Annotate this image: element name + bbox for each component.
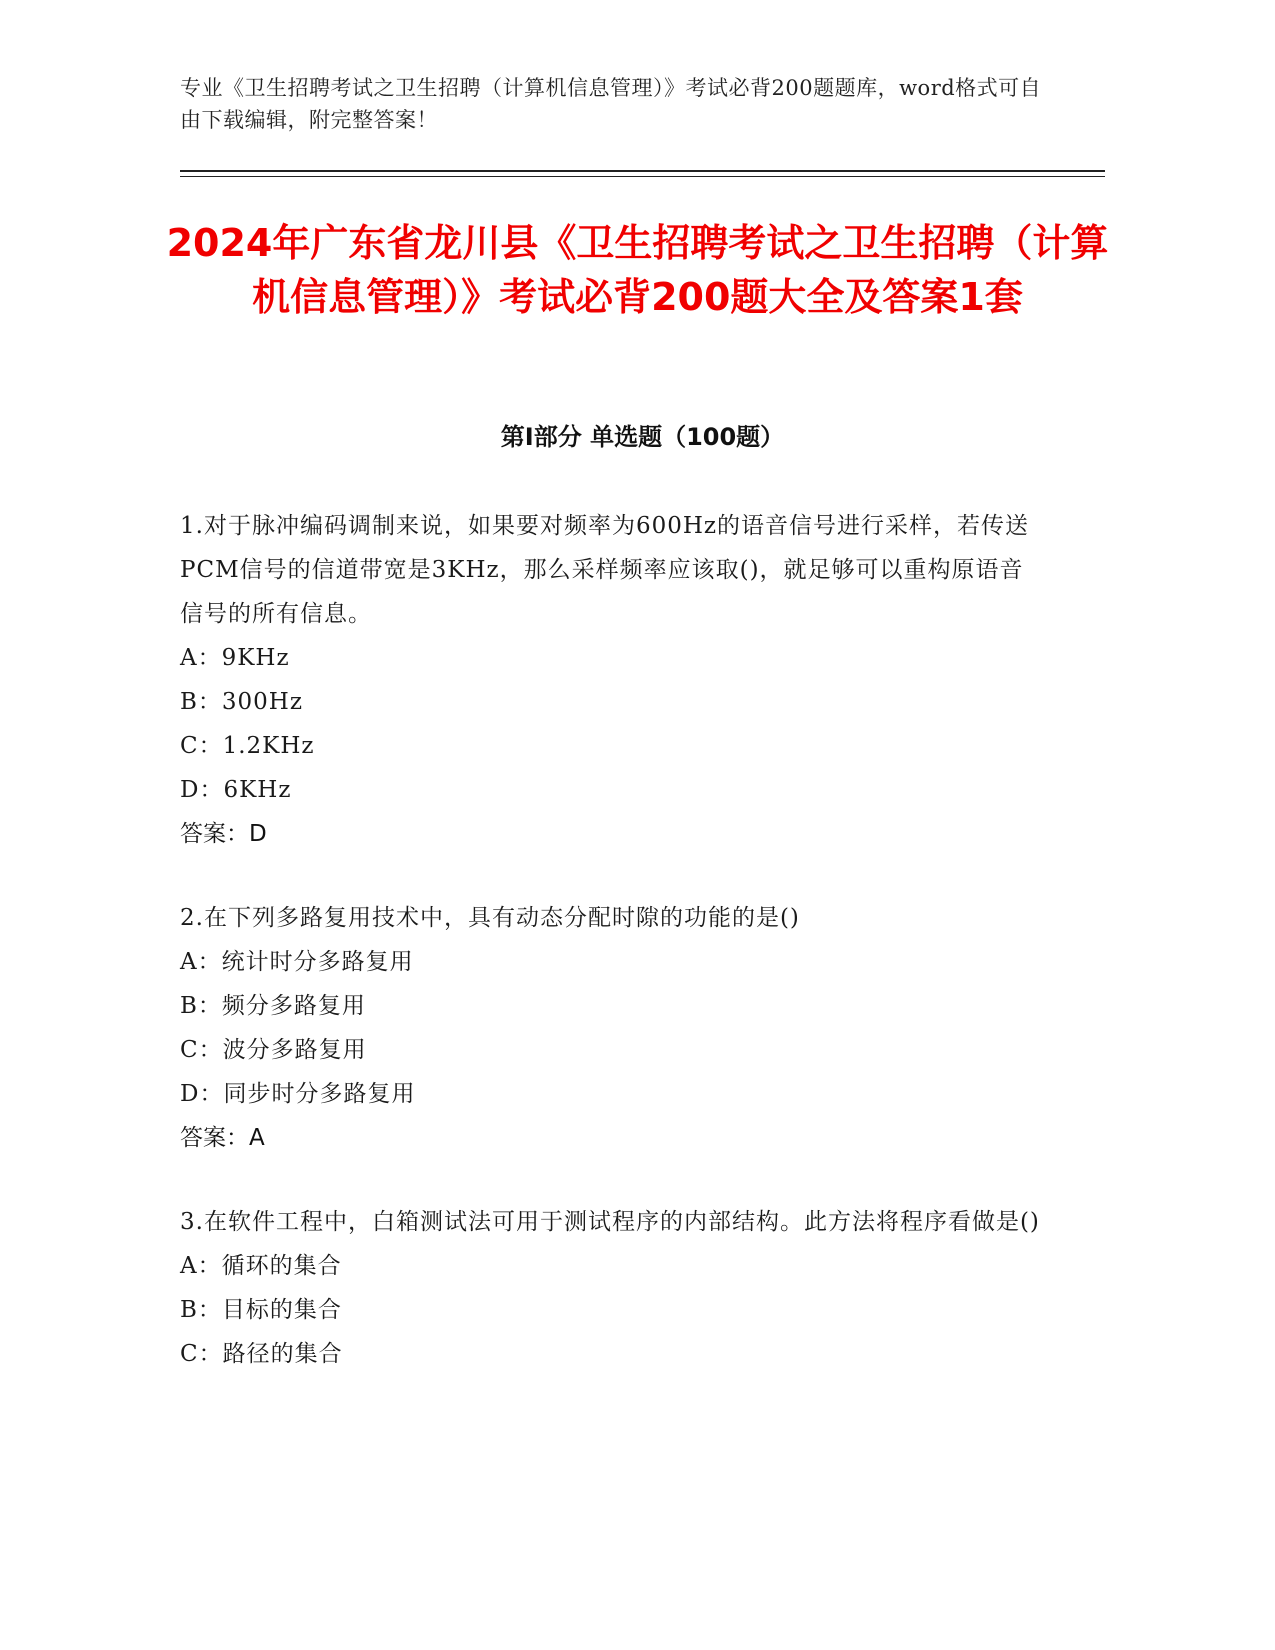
option-a: A：循环的集合 bbox=[180, 1253, 342, 1279]
question-stem: 2.在下列多路复用技术中，具有动态分配时隙的功能的是() bbox=[180, 905, 800, 931]
question-list bbox=[180, 504, 1040, 1416]
option-c: C：路径的集合 bbox=[180, 1341, 343, 1367]
header-rule-thick bbox=[180, 170, 1105, 172]
option-a: A：9KHz bbox=[180, 645, 290, 671]
option-d: D：6KHz bbox=[180, 777, 292, 803]
question-3 bbox=[180, 1200, 1040, 1376]
question-1 bbox=[180, 504, 1040, 856]
header-rule-thin bbox=[180, 176, 1105, 177]
document-title: 2024年广东省龙川县《卫生招聘考试之卫生招聘（计算机信息管理）》考试必背200题大全及答案1套 bbox=[166, 221, 1109, 319]
option-a: A：统计时分多路复用 bbox=[180, 949, 414, 975]
section-heading: 第I部分 单选题（100题） bbox=[500, 423, 785, 451]
header-note: 专业《卫生招聘考试之卫生招聘（计算机信息管理）》考试必背200题题库，word格式可自由下载编辑，附完整答案！ bbox=[180, 76, 1042, 132]
option-b: B：目标的集合 bbox=[180, 1297, 342, 1323]
question-stem: 3.在软件工程中，白箱测试法可用于测试程序的内部结构。此方法将程序看做是() bbox=[180, 1209, 1040, 1235]
option-b: B：300Hz bbox=[180, 689, 303, 715]
answer-line: 答案：D bbox=[180, 821, 267, 847]
question-2 bbox=[180, 896, 1040, 1160]
option-b: B：频分多路复用 bbox=[180, 993, 366, 1019]
answer-line: 答案：A bbox=[180, 1125, 265, 1151]
option-d: D：同步时分多路复用 bbox=[180, 1081, 416, 1107]
option-c: C：波分多路复用 bbox=[180, 1037, 367, 1063]
option-c: C：1.2KHz bbox=[180, 733, 315, 759]
question-stem: 1.对于脉冲编码调制来说，如果要对频率为600Hz的语音信号进行采样，若传送PCM信号的信道带宽是3KHz，那么采样频率应该取()，就足够可以重构原语音信号的所有信息。 bbox=[180, 513, 1030, 627]
